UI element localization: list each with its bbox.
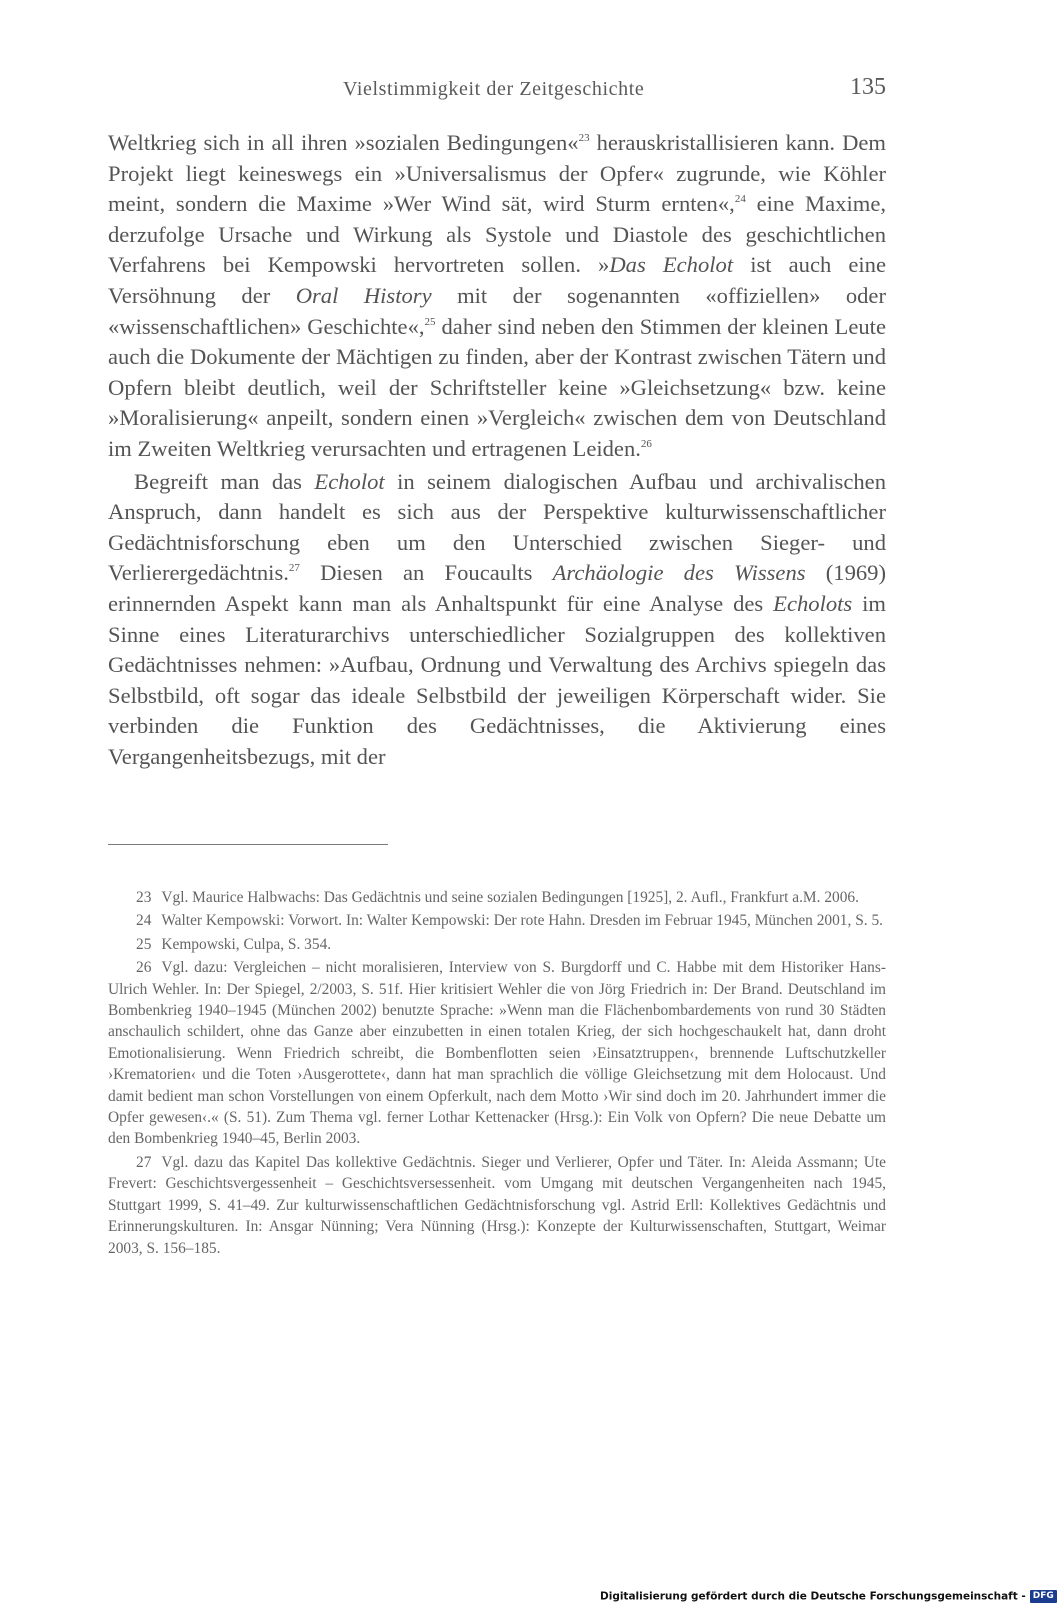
italic-title: Echolots	[773, 590, 853, 616]
footnote-number: 23	[136, 889, 152, 906]
italic-title: Archäologie des Wissens	[552, 560, 806, 586]
footnote-ref-24: 24	[734, 193, 746, 206]
footnote-23	[108, 887, 886, 908]
footnote-ref-26: 26	[640, 437, 652, 450]
italic-title: Das Echolot	[609, 252, 734, 278]
footnote-ref-27: 27	[288, 562, 300, 575]
footnote-number: 26	[136, 959, 152, 977]
footnote-27	[108, 1152, 886, 1259]
credit-text: Digitalisierung gefördert durch die Deutsche Forschungsgemeinschaft -	[600, 1590, 1026, 1603]
footnotes	[108, 887, 886, 1261]
text-run: ist auch eine Versöhnung der	[108, 252, 886, 308]
text-run: Weltkrieg sich in all ihren »sozialen Bedingungen«	[108, 130, 579, 155]
text-run: (1969) erinnernden Aspekt kann man als Anhaltspunkt für eine Analyse des	[108, 560, 886, 616]
page-number: 135	[850, 74, 886, 100]
footnote-number: 24	[136, 912, 152, 930]
footnote-number: 27	[136, 1153, 152, 1171]
digitization-credit	[600, 1590, 1054, 1608]
text-run: mit der sogenannten «offiziellen» oder «wissenschaftlichen» Geschichte«,	[108, 282, 886, 339]
italic-title: Echolot	[314, 468, 385, 494]
text-run: Begreift man das	[134, 468, 315, 494]
paragraph-1	[108, 128, 886, 465]
footnote-text: Kempowski, Culpa, S. 354.	[161, 935, 332, 953]
page-header	[108, 74, 886, 110]
text-run: Diesen an Foucaults	[299, 560, 553, 586]
italic-term: Oral History	[295, 282, 432, 308]
text-run: im Sinne eines Literaturarchivs unterschiedlicher Sozialgruppen des kollektiven Gedächtnisses nehmen: »Aufbau, Ordnung und Verwaltung des Archivs spiegeln das Selbstbild, oft sogar das ideale Selbstbild der jeweiligen Körperschaft wider. Sie verbinden die Funktion des Gedächtnisses, die Aktivierung eines Vergangenheitsbezugs, mit der	[108, 590, 886, 769]
footnote-text: Vgl. Maurice Halbwachs: Das Gedächtnis und seine sozialen Bedingungen [1925], 2. Aufl., Frankfurt a.M. 2006.	[161, 889, 859, 906]
footnote-26	[108, 957, 886, 1150]
footnote-text: Vgl. dazu: Vergleichen – nicht moralisieren, Interview von S. Burgdorff und C. Habbe mit dem Historiker Hans-Ulrich Wehler. In: Der Spiegel, 2/2003, S. 51f. Hier kritisiert Wehler die von Jörg Friedrich in: Der Brand. Deutschland im Bombenkrieg 1940–1945 (München 2002) benutzte Sprache: »Wenn man die Flächenbombardements von rund 30 Städten anschaulich schildert, ohne das Ganze aber einzubetten in einen totalen Krieg, der sich hochgeschaukelt hat, dann droht Emotionalisierung. Wenn Friedrich schreibt, die Bombenflotten seien ›Einsatztruppen‹, brennende Luftschutzkeller ›Krematorien‹ und die Toten ›Ausgerottete‹, dann hat man sprachlich die völlige Gleichsetzung mit dem Holocaust. Und damit bedient man schon Vorstellungen von einem Opferkult, nach dem Motto ›Wir sind doch im 20. Jahrhundert immer die Opfer gewesen‹.« (S. 51). Zum Thema vgl. ferner Lothar Kettenacker (Hrsg.): Ein Volk von Opfern? Die neue Debatte um den Bombenkrieg 1940–45, Berlin 2003.	[108, 959, 886, 1148]
footnote-ref-25: 25	[424, 315, 436, 328]
text-run: daher sind neben den Stimmen der kleinen Leute auch die Dokumente der Mächtigen zu finden, aber der Kontrast zwischen Tätern und Opfern bleibt deutlich, weil der Schriftsteller keine »Gleichsetzung« bzw. keine »Moralisierung« anpeilt, sondern einen »Vergleich« zwischen dem von Deutschland im Zweiten Weltkrieg verursachten und ertragenen Leiden.	[108, 313, 886, 461]
footnote-25	[108, 934, 886, 955]
dfg-logo-icon: DFG	[1030, 1590, 1057, 1603]
footnote-ref-23: 23	[578, 132, 590, 144]
paragraph-2	[108, 467, 886, 773]
main-text	[108, 128, 886, 772]
footnote-text: Walter Kempowski: Vorwort. In: Walter Kempowski: Der rote Hahn. Dresden im Februar 1945, München 2001, S. 5.	[161, 912, 883, 930]
footnote-text: Vgl. dazu das Kapitel Das kollektive Gedächtnis. Sieger und Verlierer, Opfer und Täter. In: Aleida Assmann; Ute Frevert: Geschichtsvergessenheit – Geschichtsversessenheit. vom Umgang mit deutschen Vergangenheiten nach 1945, Stuttgart 1999, S. 41–49. Zur kulturwissenschaftlichen Gedächtnisforschung vgl. Astrid Erll: Kollektives Gedächtnis und Erinnerungskulturen. In: Ansgar Nünning; Vera Nünning (Hrsg.): Konzepte der Kulturwissenschaften, Stuttgart, Weimar 2003, S. 156–185.	[108, 1153, 886, 1257]
text-run: in seinem dialogischen Aufbau und archivalischen Anspruch, dann handelt es sich aus der Perspektive kulturwissenschaftlicher Gedächtnisforschung eben um den Unterschied zwischen Sieger- und Verlierergedächtnis.	[108, 468, 886, 586]
running-title: Vielstimmigkeit der Zeitgeschichte	[343, 78, 645, 100]
footnote-24	[108, 910, 886, 931]
text-run: herauskristallisieren kann. Dem Projekt liegt keineswegs ein »Universalismus der Opfer« zugrunde, wie Köhler meint, sondern die Maxime »Wer Wind sät, wird Sturm ernten«,	[108, 130, 886, 217]
footnote-number: 25	[136, 935, 152, 953]
footnote-divider	[108, 844, 388, 845]
text-run: eine Maxime, derzufolge Ursache und Wirkung als Systole und Diastole des geschichtlichen Verfahrens bei Kempowski hervortreten sollen. »	[108, 191, 886, 278]
